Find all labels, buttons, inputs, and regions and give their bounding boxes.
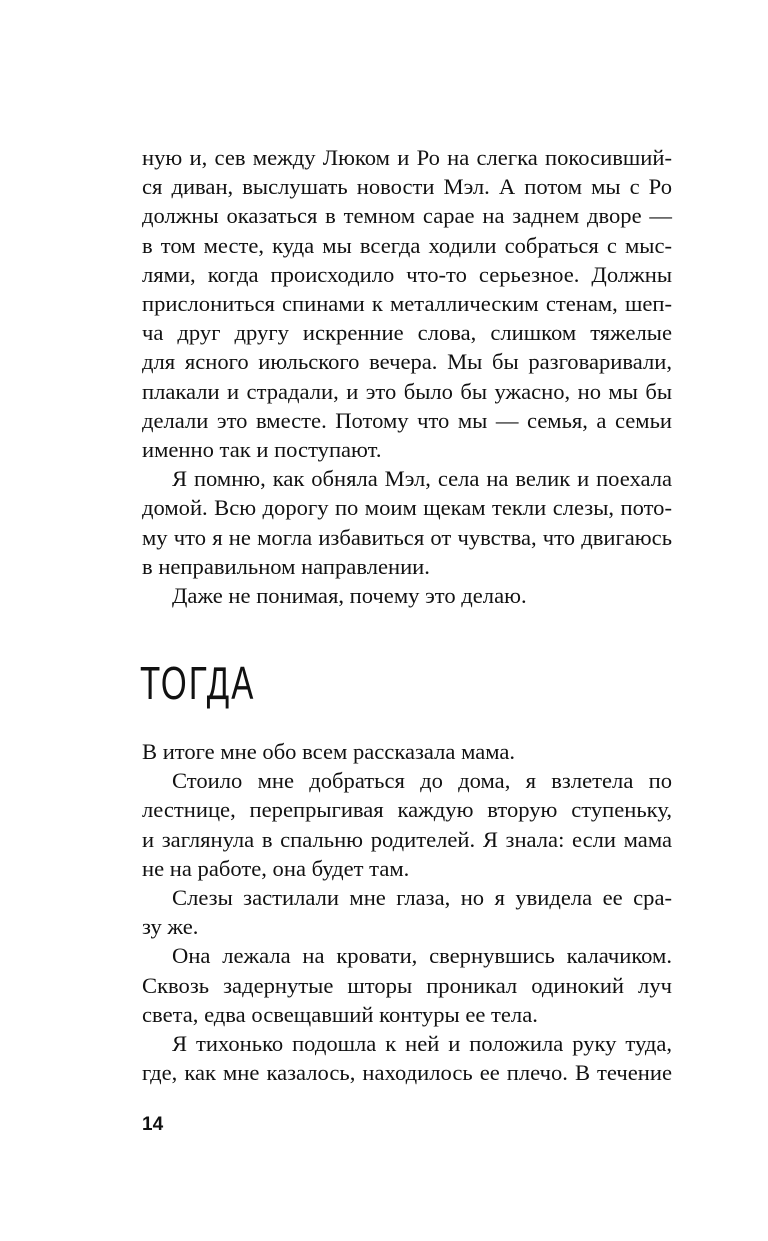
text-line: для ясного июльского вечера. Мы бы разговаривали, — [142, 349, 672, 375]
text-line: должны оказаться в темном сарае на заднем дворе — — [142, 203, 672, 229]
text-line: ную и, сев между Люком и Ро на слегка покосивший- — [142, 145, 672, 170]
text-line: плакали и страдали, и это было бы ужасно, но мы бы — [142, 378, 672, 404]
text-line: лями, когда происходило что-то серьезное. Должны — [142, 261, 672, 287]
text-line: не на работе, она будет там. — [142, 855, 410, 881]
text-line: в том месте, куда мы всегда ходили собраться с мыс- — [142, 232, 672, 258]
text-line: именно так и поступают. — [142, 437, 382, 463]
text-line: ча друг другу искренние слова, слишком тяжелые — [142, 320, 672, 346]
text-line: Даже не понимая, почему это делаю. — [172, 583, 527, 609]
text-line: в неправильном направлении. — [142, 553, 430, 579]
text-line: Сквозь задернутые шторы проникал одинокий луч — [142, 972, 672, 998]
text-line: света, едва освещавший контуры ее тела. — [142, 1001, 538, 1027]
text-line: Я помню, как обняла Мэл, села на велик и поехала — [172, 466, 672, 492]
text-line: домой. Всю дорогу по моим щекам текли слезы, пото- — [142, 495, 672, 521]
chapter-heading: ТОГДА — [140, 657, 256, 709]
text-line: и заглянула в спальню родителей. Я знала: если мама — [142, 826, 672, 852]
text-line: где, как мне казалось, находилось ее плечо. В течение — [142, 1060, 672, 1086]
text-line: зу же. — [142, 914, 199, 940]
text-line: В итоге мне обо всем рассказала мама. — [142, 739, 516, 764]
text-line: му что я не могла избавиться от чувства, что двигаюсь — [142, 524, 672, 550]
text-line: прислониться спинами к металлическим стенам, шеп- — [142, 291, 672, 317]
text-line: ся диван, выслушать новости Мэл. А потом мы с Ро — [142, 174, 672, 200]
text-line: Она лежала на кровати, свернувшись калачиком. — [172, 943, 672, 969]
page-number: 14 — [142, 1114, 164, 1135]
body-text-top — [142, 143, 672, 610]
text-line: Слезы застилали мне глаза, но я увидела ее сра- — [172, 885, 672, 911]
text-line: Стоило мне добраться до дома, я взлетела по — [172, 768, 672, 794]
text-line: лестнице, перепрыгивая каждую вторую ступеньку, — [142, 797, 672, 823]
body-text-bottom — [142, 737, 672, 1087]
text-line: делали это вместе. Потому что мы — семья, а семьи — [142, 407, 672, 433]
text-line: Я тихонько подошла к ней и положила руку туда, — [172, 1031, 672, 1057]
